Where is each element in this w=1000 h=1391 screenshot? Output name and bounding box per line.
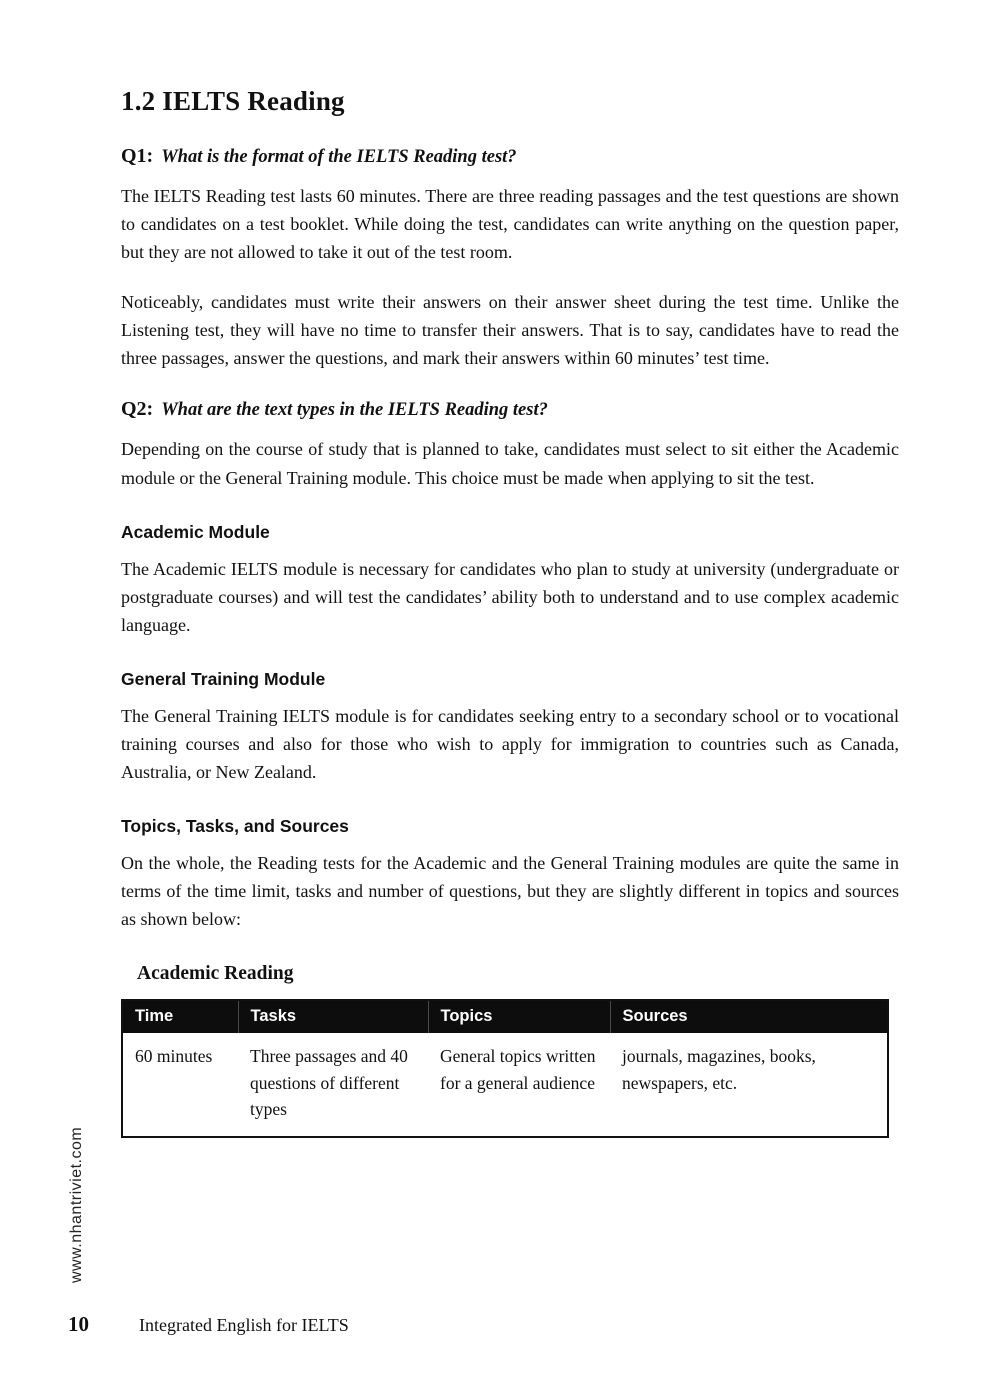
academic-reading-table xyxy=(121,999,889,1138)
table-cell-topics: General topics written for a general audience xyxy=(440,1046,596,1093)
question-1-text: What is the format of the IELTS Reading test? xyxy=(161,147,517,167)
paragraph-academic-module: The Academic IELTS module is necessary for candidates who plan to study at university (undergraduate or postgraduate courses) and will test the candidates’ ability both to understand and to use complex academic language. xyxy=(121,558,899,635)
table-header-topics: Topics xyxy=(428,1000,610,1033)
paragraph-answer-sheet: Noticeably, candidates must write their answers on their answer sheet during the test time. Unlike the Listening test, they will have no time to transfer their answers. That is to say, candidates have to read the three passages, answer the questions, and mark their answers within 60 minutes’ test time. xyxy=(121,292,899,369)
question-2-line xyxy=(121,398,899,421)
paragraph-topics-tasks-sources: On the whole, the Reading tests for the Academic and the General Training modules are quite the same in terms of the time limit, tasks and number of questions, but they are slightly different in topics and sources as shown below: xyxy=(121,853,899,930)
question-2-label: Q2: xyxy=(121,398,154,421)
heading-academic-reading: Academic Reading xyxy=(137,963,294,985)
question-2-text: What are the text types in the IELTS Reading test? xyxy=(161,400,548,421)
question-1-label: Q1: xyxy=(121,145,154,167)
table-cell-tasks: Three passages and 40 questions of different types xyxy=(250,1046,408,1119)
section-title: 1.2 IELTS Reading xyxy=(121,86,345,116)
book-title: Integrated English for IELTS xyxy=(139,1315,349,1335)
page-number: 10 xyxy=(68,1312,89,1336)
page-content xyxy=(121,86,899,1138)
table-header-sources: Sources xyxy=(610,1000,888,1033)
table-cell-sources: journals, magazines, books, newspapers, etc. xyxy=(622,1046,816,1093)
table-header-row xyxy=(122,1000,888,1033)
paragraph-module-choice: Depending on the course of study that is planned to take, candidates must select to sit either the Academic module or the General Training module. This choice must be made when applying to sit the test. xyxy=(121,439,899,488)
question-1-line xyxy=(121,145,899,168)
paragraph-reading-format: The IELTS Reading test lasts 60 minutes. There are three reading passages and the test questions are shown to candidates on a test booklet. While doing the test, candidates can write anything on the question paper, but they are not allowed to take it out of the test room. xyxy=(121,186,899,263)
page-footer xyxy=(68,1312,349,1337)
paragraph-general-training-module: The General Training IELTS module is for candidates seeking entry to a secondary school or to vocational training courses and also for those who wish to apply for immigration to countries such as Canada, Australia, or New Zealand. xyxy=(121,705,899,783)
heading-general-training-module: General Training Module xyxy=(121,668,326,689)
table-cell-time: 60 minutes xyxy=(135,1046,213,1067)
publisher-url-vertical-text: www.nhantriviet.com xyxy=(68,1126,85,1283)
table-row xyxy=(122,1033,888,1137)
table-header-time: Time xyxy=(122,1000,238,1033)
heading-academic-module: Academic Module xyxy=(121,521,270,542)
table-header-tasks: Tasks xyxy=(238,1000,428,1033)
heading-topics-tasks-sources: Topics, Tasks, and Sources xyxy=(121,816,349,837)
